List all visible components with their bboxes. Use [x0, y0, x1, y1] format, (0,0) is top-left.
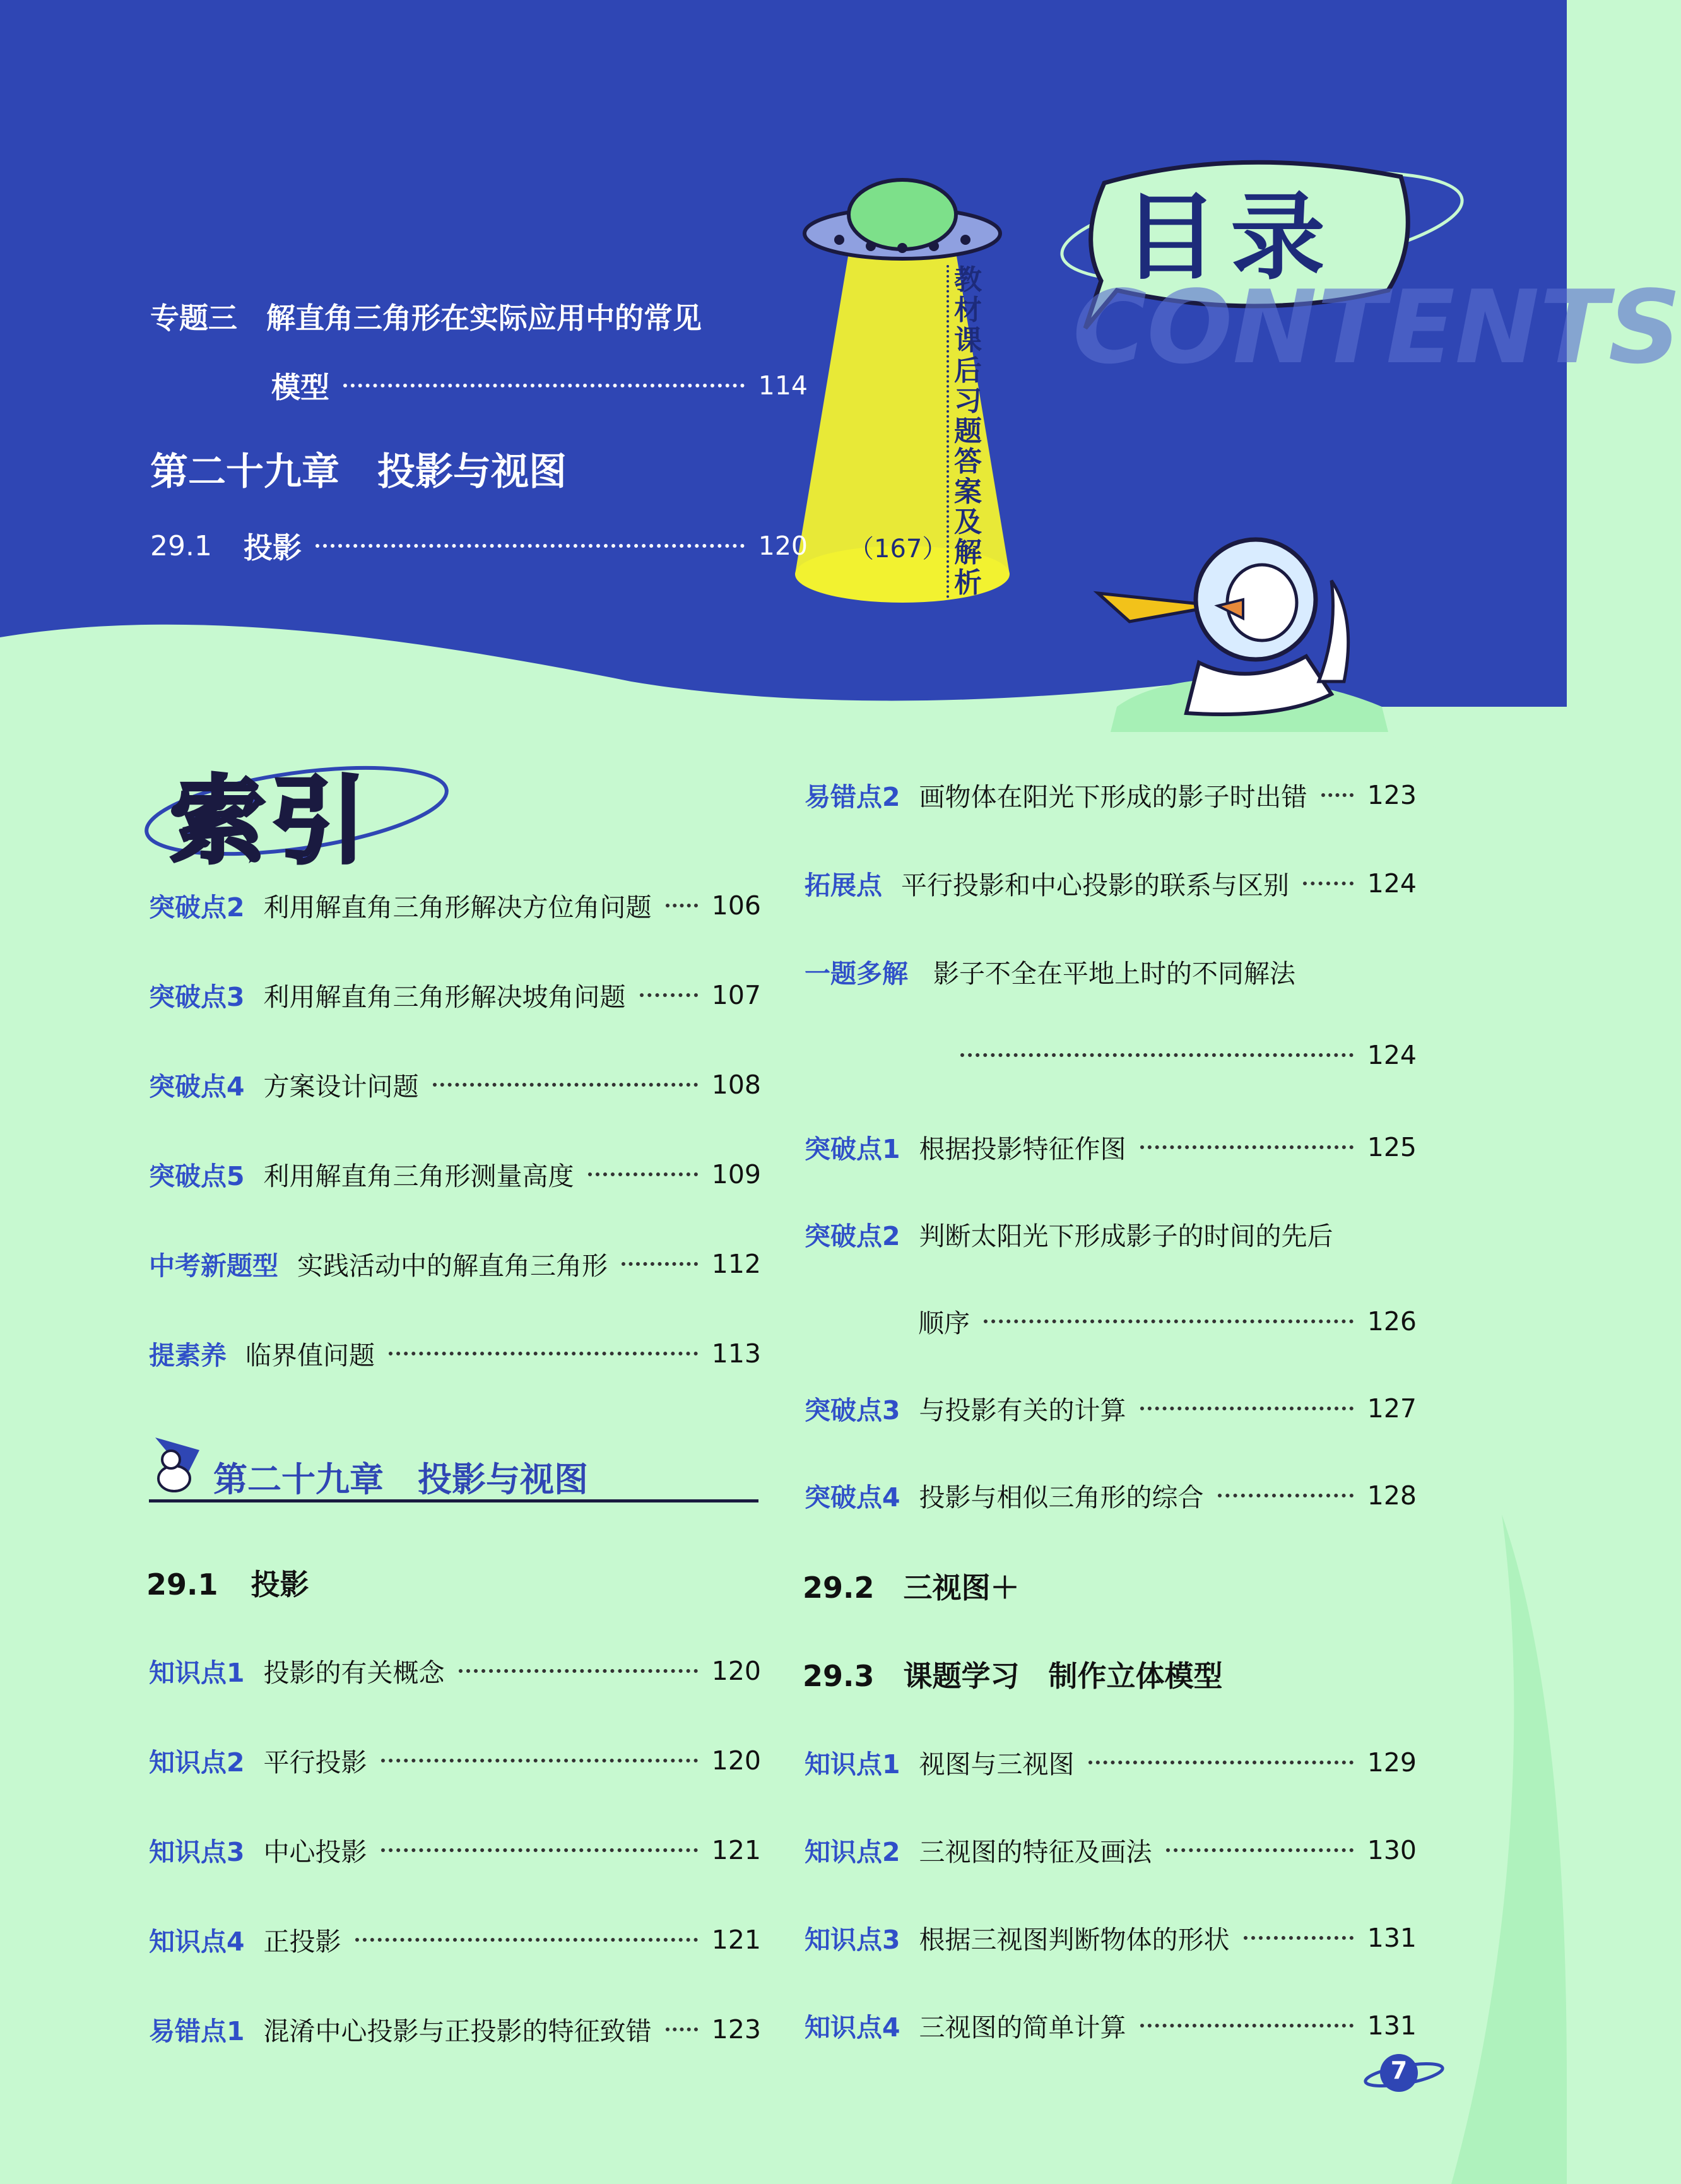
toc-item[interactable]	[149, 1066, 761, 1103]
banner-underline	[149, 1499, 758, 1502]
toc-item[interactable]	[149, 2010, 761, 2048]
item-text: 视图与三视图	[919, 1749, 1075, 1780]
dot-leader	[355, 1938, 698, 1942]
section-29-1[interactable]	[146, 1562, 309, 1603]
dot-leader	[433, 1083, 698, 1087]
item-text: 方案设计问题	[263, 1071, 419, 1102]
toc-29-1[interactable]	[150, 525, 808, 567]
page-number: 121	[711, 1834, 761, 1865]
contents-watermark: CONTENTS	[1073, 268, 1681, 386]
item-tag: 知识点2	[805, 1837, 900, 1867]
item-tag: 知识点1	[149, 1658, 245, 1688]
item-tag: 突破点2	[149, 892, 245, 923]
dot-leader	[666, 2028, 698, 2031]
toc-item[interactable]	[805, 865, 1417, 902]
item-tag: 突破点1	[805, 1134, 900, 1164]
section-29-2[interactable]: 29.2 三视图＋	[803, 1571, 1020, 1605]
dot-leader	[343, 384, 745, 387]
toc-item[interactable]	[149, 1155, 761, 1193]
dot-leader	[389, 1352, 698, 1355]
item-tag: 拓展点	[805, 870, 882, 900]
page-number: 129	[1367, 1747, 1417, 1778]
dot-leader	[666, 904, 698, 907]
toc-item-multi-page[interactable]	[947, 1040, 1417, 1070]
index-title: 索引	[170, 767, 373, 877]
item-text: 投影的有关概念	[263, 1658, 445, 1688]
item-text: 平行投影和中心投影的联系与区别	[901, 870, 1289, 900]
dot-leader	[1244, 1936, 1354, 1940]
dot-leader	[1321, 793, 1354, 797]
item-tag: 中考新题型	[149, 1251, 278, 1281]
item-text: 正投影	[263, 1927, 341, 1957]
toc-item-judge-page[interactable]	[918, 1302, 1417, 1340]
toc-item[interactable]	[149, 1652, 761, 1689]
page-number: 126	[1367, 1306, 1417, 1337]
page-number: 124	[1367, 1040, 1417, 1070]
page-number: 123	[1367, 779, 1417, 810]
page-number: 7	[1390, 2057, 1408, 2084]
topic3-line1: 专题三 解直角三角形在实际应用中的常见	[150, 301, 702, 335]
page-number: 131	[1367, 1922, 1417, 1953]
item-text: 利用解直角三角形解决坡角问题	[263, 982, 626, 1012]
page-number: 131	[1367, 2010, 1417, 2041]
toc-item[interactable]	[805, 1128, 1417, 1166]
item-tag: 突破点4	[149, 1071, 245, 1102]
item-text: 与投影有关的计算	[919, 1395, 1126, 1426]
page-number: 121	[711, 1924, 761, 1955]
item-text: 临界值问题	[245, 1340, 375, 1371]
toc-item[interactable]	[805, 776, 1417, 813]
dot-leader	[381, 1848, 698, 1852]
toc-item[interactable]	[805, 1390, 1417, 1427]
dot-leader	[1218, 1494, 1354, 1497]
topic3-line2[interactable]	[271, 365, 808, 406]
section-number: 29.1	[150, 529, 212, 562]
page-number: 107	[711, 979, 761, 1010]
section-number: 29.1	[146, 1567, 218, 1602]
toc-item[interactable]	[805, 1831, 1417, 1868]
item-tag: 知识点1	[805, 1749, 900, 1780]
item-tag: 易错点2	[805, 782, 900, 812]
toc-item[interactable]	[805, 1744, 1417, 1781]
page-number: 124	[1367, 868, 1417, 899]
page-number: 130	[1367, 1834, 1417, 1865]
toc-item[interactable]	[149, 1742, 761, 1779]
page-number: 113	[711, 1338, 761, 1369]
item-tag: 知识点3	[805, 1925, 900, 1955]
page-number: 123	[711, 2014, 761, 2045]
chapter-title: 第二十九章 投影与视图	[150, 450, 567, 494]
page-number: 108	[711, 1069, 761, 1100]
section-title: 投影	[251, 1567, 309, 1602]
goose-astronaut-illustration	[1092, 536, 1382, 726]
item-text: 根据投影特征作图	[919, 1134, 1126, 1164]
page-number: 112	[711, 1248, 761, 1279]
item-text: 画物体在阳光下形成的影子时出错	[919, 782, 1307, 812]
dot-leader	[381, 1759, 698, 1762]
item-text: 三视图的简单计算	[919, 2012, 1126, 2043]
item-text: 平行投影	[263, 1747, 367, 1778]
item-text: 利用解直角三角形解决方位角问题	[263, 892, 652, 923]
dot-leader	[1140, 2024, 1354, 2028]
answer-page: （167）	[849, 534, 948, 564]
page-number: 106	[711, 890, 761, 921]
dot-leader	[459, 1669, 698, 1673]
toc-item-multi[interactable]	[805, 953, 1295, 990]
topic3-label: 模型	[271, 370, 329, 404]
item-text: 投影与相似三角形的综合	[919, 1482, 1204, 1513]
dot-leader	[1140, 1145, 1354, 1149]
item-tag: 突破点3	[805, 1395, 900, 1426]
section-title: 投影	[243, 531, 302, 565]
item-text: 实践活动中的解直角三角形	[297, 1251, 608, 1281]
item-tag: 易错点1	[149, 2016, 245, 2046]
item-tag: 突破点3	[149, 982, 245, 1012]
dot-leader	[1303, 882, 1354, 885]
answer-label: 教材课后习题答案及解析	[947, 265, 992, 598]
page-number: 128	[1367, 1480, 1417, 1511]
toc-item[interactable]	[805, 2007, 1417, 2044]
item-tag: 知识点4	[149, 1927, 245, 1957]
dot-leader	[640, 993, 698, 997]
page-number: 120	[711, 1655, 761, 1686]
dot-leader	[1166, 1848, 1354, 1852]
toc-item[interactable]	[149, 1245, 761, 1282]
toc-item[interactable]	[805, 1477, 1417, 1514]
page-number: 120	[758, 531, 808, 561]
page-number: 127	[1367, 1393, 1417, 1424]
page-number: 125	[1367, 1131, 1417, 1162]
dot-leader	[588, 1172, 698, 1176]
toc-item[interactable]	[149, 1921, 761, 1958]
contents-title: 目录	[1123, 183, 1338, 293]
dot-leader	[1140, 1407, 1354, 1410]
item-text: 混淆中心投影与正投影的特征致错	[263, 2016, 652, 2046]
item-text: 根据三视图判断物体的形状	[919, 1925, 1230, 1955]
chapter-29-banner: 第二十九章 投影与视图	[213, 1460, 588, 1499]
toc-item[interactable]	[149, 1335, 761, 1372]
dot-leader	[316, 544, 745, 548]
item-text: 三视图的特征及画法	[919, 1837, 1152, 1867]
toc-item-judge[interactable]	[805, 1215, 1333, 1253]
toc-item[interactable]	[149, 976, 761, 1013]
item-tag: 知识点3	[149, 1837, 245, 1867]
page-number: 114	[758, 370, 808, 401]
toc-item[interactable]	[805, 1919, 1417, 1956]
page-number: 120	[711, 1745, 761, 1776]
goose-icon	[149, 1431, 206, 1501]
item-text: 影子不全在平地上时的不同解法	[933, 959, 1295, 989]
dot-leader	[984, 1319, 1354, 1323]
page-number: 109	[711, 1159, 761, 1189]
item-tag: 突破点4	[805, 1482, 900, 1513]
item-tag: 知识点2	[149, 1747, 245, 1778]
dot-leader	[960, 1053, 1354, 1057]
item-tag: 一题多解	[805, 959, 908, 989]
dot-leader	[622, 1262, 698, 1266]
toc-item[interactable]	[149, 887, 761, 924]
item-tag: 突破点5	[149, 1161, 245, 1191]
toc-item[interactable]	[149, 1831, 761, 1868]
item-text: 顺序	[918, 1308, 970, 1338]
dot-leader	[1088, 1761, 1354, 1764]
item-text: 利用解直角三角形测量高度	[263, 1161, 574, 1191]
item-tag: 知识点4	[805, 2012, 900, 2043]
item-tag: 突破点2	[805, 1221, 900, 1251]
item-text: 中心投影	[263, 1837, 367, 1867]
item-text: 判断太阳光下形成影子的时间的先后	[919, 1221, 1333, 1251]
item-tag: 提素养	[149, 1340, 227, 1371]
section-29-3[interactable]: 29.3 课题学习 制作立体模型	[803, 1659, 1223, 1693]
